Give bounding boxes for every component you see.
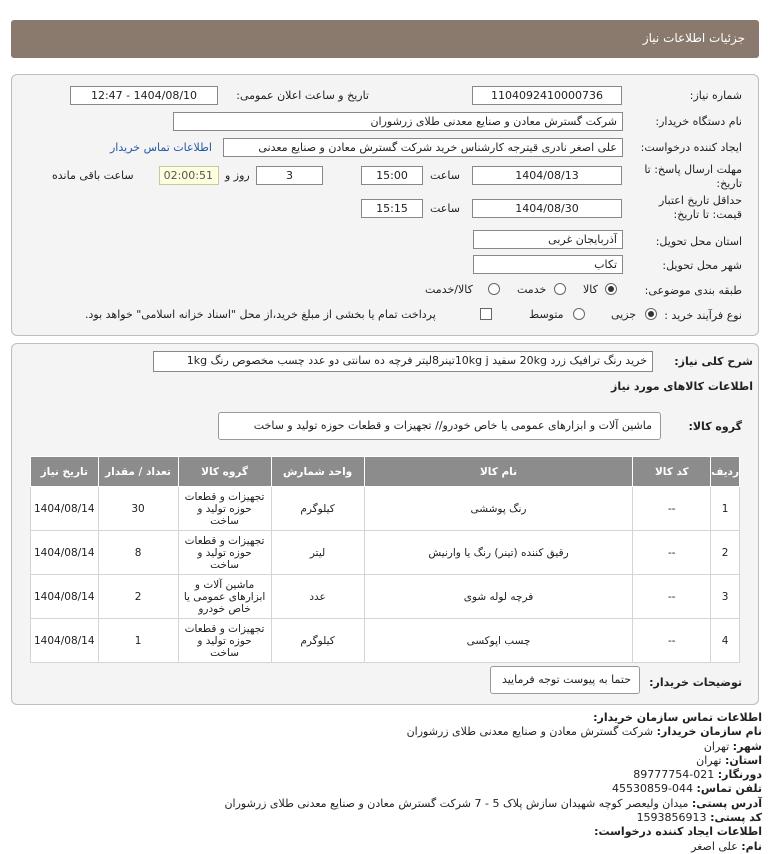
table-row xyxy=(31,487,740,531)
contact-city: تهران xyxy=(703,739,730,753)
contact-phone: 044-45530859 xyxy=(612,782,694,796)
buyer-contact-section xyxy=(62,711,762,854)
cell-date: 1404/08/14 xyxy=(31,531,99,575)
deadline-time-field: 15:00 xyxy=(361,166,423,185)
announce-field: 1404/08/10 - 12:47 xyxy=(70,86,218,105)
page-header xyxy=(11,20,759,58)
deadline-time-label: ساعت xyxy=(430,169,460,182)
cell-group: تجهیزات و قطعات حوزه تولید و ساخت xyxy=(178,619,271,663)
cell-code: -- xyxy=(633,619,711,663)
deadline-label: مهلت ارسال پاسخ: تا تاریخ: xyxy=(644,163,742,190)
cell-group: تجهیزات و قطعات حوزه تولید و ساخت xyxy=(178,531,271,575)
deadline-date-field: 1404/08/13 xyxy=(472,166,622,185)
buyer-notes-value: حتما به پیوست توجه فرمایید xyxy=(501,673,631,686)
table-row xyxy=(31,619,740,663)
description-field: خرید رنگ ترافیک زرد 20kg سفید 10kg jتینر8لیتر فرچه ده سانتی دو عدد چسب مخصوص رنگ 1kg xyxy=(153,351,653,372)
treasury-checkbox[interactable] xyxy=(480,308,492,320)
col-group: گروه کالا xyxy=(178,457,271,487)
payment-note: پرداخت تمام یا بخشی از مبلغ خرید،از محل "اسناد خزانه اسلامی" خواهد بود. xyxy=(85,308,436,321)
buyer-org-field: شرکت گسترش معادن و صنایع معدنی طلای زرشوران xyxy=(173,112,623,131)
days-field: 3 xyxy=(256,166,323,185)
description-label: شرح کلی نیاز: xyxy=(674,355,753,368)
cell-unit: لیتر xyxy=(271,531,364,575)
process-label: نوع فرآیند خرید : xyxy=(664,309,742,322)
contact-postal-label: کد پستی: xyxy=(710,811,762,825)
buyer-notes-label: توضیحات خریدار: xyxy=(649,676,742,689)
validity-time-label: ساعت xyxy=(430,202,460,215)
announce-label: تاریخ و ساعت اعلان عمومی: xyxy=(236,89,369,102)
cell-date: 1404/08/14 xyxy=(31,575,99,619)
validity-label: حداقل تاریخ اعتبار قیمت: تا تاریخ: xyxy=(658,194,742,221)
contact-phone-label: تلفن تماس: xyxy=(696,782,762,796)
cell-unit: کیلوگرم xyxy=(271,619,364,663)
col-date: تاریخ نیاز xyxy=(31,457,99,487)
cell-unit: کیلوگرم xyxy=(271,487,364,531)
contact-postal: 1593856913 xyxy=(636,811,707,825)
city-field: تکاب xyxy=(473,255,623,274)
contact-address-label: آدرس پستی: xyxy=(691,796,762,810)
category-radio-goods[interactable] xyxy=(605,283,617,295)
province-label: استان محل تحویل: xyxy=(655,235,742,248)
creator-name: علی اصغر xyxy=(691,839,738,853)
cell-row: 2 xyxy=(711,531,740,575)
remaining-timer: 02:00:51 xyxy=(159,166,219,185)
cell-name: رنگ پوششی xyxy=(364,487,633,531)
cell-name: چسب اپوکسی xyxy=(364,619,633,663)
contact-org-label: نام سازمان خریدار: xyxy=(656,725,762,739)
contact-city-label: شهر: xyxy=(732,739,762,753)
validity-date-field: 1404/08/30 xyxy=(472,199,622,218)
process-radio-medium[interactable] xyxy=(573,308,585,320)
process-option-minor: جزیی xyxy=(611,308,637,321)
cell-name: رقیق کننده (تینر) رنگ یا وارنیش xyxy=(364,531,633,575)
process-option-medium: متوسط xyxy=(529,308,564,321)
contact-org: شرکت گسترش معادن و صنایع معدنی طلای زرشوران xyxy=(406,725,654,739)
city-label: شهر محل تحویل: xyxy=(662,259,742,272)
cell-group: ماشین آلات و ابزارهای عمومی یا خاص خودرو xyxy=(178,575,271,619)
col-qty: تعداد / مقدار xyxy=(98,457,178,487)
cell-code: -- xyxy=(633,487,711,531)
goods-group-label: گروه کالا: xyxy=(688,420,742,433)
cell-unit: عدد xyxy=(271,575,364,619)
cell-qty: 2 xyxy=(98,575,178,619)
cell-row: 3 xyxy=(711,575,740,619)
goods-group-box xyxy=(218,412,661,440)
cell-qty: 8 xyxy=(98,531,178,575)
buyer-notes-box xyxy=(490,666,640,694)
need-number-label: شماره نیاز: xyxy=(689,89,742,102)
goods-group-value: ماشین آلات و ابزارهای عمومی یا خاص خودرو// تجهیزات و قطعات حوزه تولید و ساخت xyxy=(253,419,652,432)
contact-province: تهران xyxy=(696,753,722,767)
cell-code: -- xyxy=(633,575,711,619)
contact-title: اطلاعات تماس سازمان خریدار: xyxy=(593,711,762,724)
cell-date: 1404/08/14 xyxy=(31,619,99,663)
cell-date: 1404/08/14 xyxy=(31,487,99,531)
goods-section-title: اطلاعات کالاهای مورد نیاز xyxy=(611,380,753,393)
category-option-both: کالا/خدمت xyxy=(425,283,473,296)
category-label: طبقه بندی موضوعی: xyxy=(644,284,742,297)
cell-name: فرچه لوله شوی xyxy=(364,575,633,619)
cell-row: 1 xyxy=(711,487,740,531)
cell-group: تجهیزات و قطعات حوزه تولید و ساخت xyxy=(178,487,271,531)
contact-province-label: استان: xyxy=(725,753,762,767)
col-code: کد کالا xyxy=(633,457,711,487)
col-row: ردیف xyxy=(711,457,740,487)
province-field: آذربایجان غربی xyxy=(473,230,623,249)
category-option-service: خدمت xyxy=(517,283,547,296)
table-row xyxy=(31,575,740,619)
cell-row: 4 xyxy=(711,619,740,663)
table-row xyxy=(31,531,740,575)
goods-table-header xyxy=(31,457,740,487)
validity-time-field: 15:15 xyxy=(361,199,423,218)
col-unit: واحد شمارش xyxy=(271,457,364,487)
category-radio-both[interactable] xyxy=(488,283,500,295)
col-name: نام کالا xyxy=(364,457,633,487)
need-number-field: 1104092410000736 xyxy=(472,86,622,105)
contact-fax-label: دورنگار: xyxy=(717,768,762,782)
buyer-org-label: نام دستگاه خریدار: xyxy=(655,115,742,128)
category-radio-service[interactable] xyxy=(554,283,566,295)
contact-address: میدان ولیعصر کوچه شهیدان سازش پلاک 5 - 7 شرکت گسترش معادن و صنایع معدنی طلای زرشوران xyxy=(224,796,689,810)
creator-name-label: نام: xyxy=(741,839,762,853)
creator-label: ایجاد کننده درخواست: xyxy=(640,141,742,154)
goods-table xyxy=(30,456,740,663)
creator-info-title: اطلاعات ایجاد کننده درخواست: xyxy=(594,825,762,839)
page-title: جزئیات اطلاعات نیاز xyxy=(642,31,745,45)
cell-qty: 1 xyxy=(98,619,178,663)
remaining-label: ساعت باقی مانده xyxy=(52,169,134,182)
contact-fax: 021-89777754 xyxy=(633,768,715,782)
cell-qty: 30 xyxy=(98,487,178,531)
creator-field: علی اصغر نادری قیترجه کارشناس خرید شرکت گسترش معادن و صنایع معدنی xyxy=(223,138,623,157)
buyer-contact-link[interactable]: اطلاعات تماس خریدار xyxy=(110,141,212,154)
days-label: روز و xyxy=(225,169,250,182)
process-radio-minor[interactable] xyxy=(645,308,657,320)
cell-code: -- xyxy=(633,531,711,575)
category-option-goods: کالا xyxy=(583,283,598,296)
